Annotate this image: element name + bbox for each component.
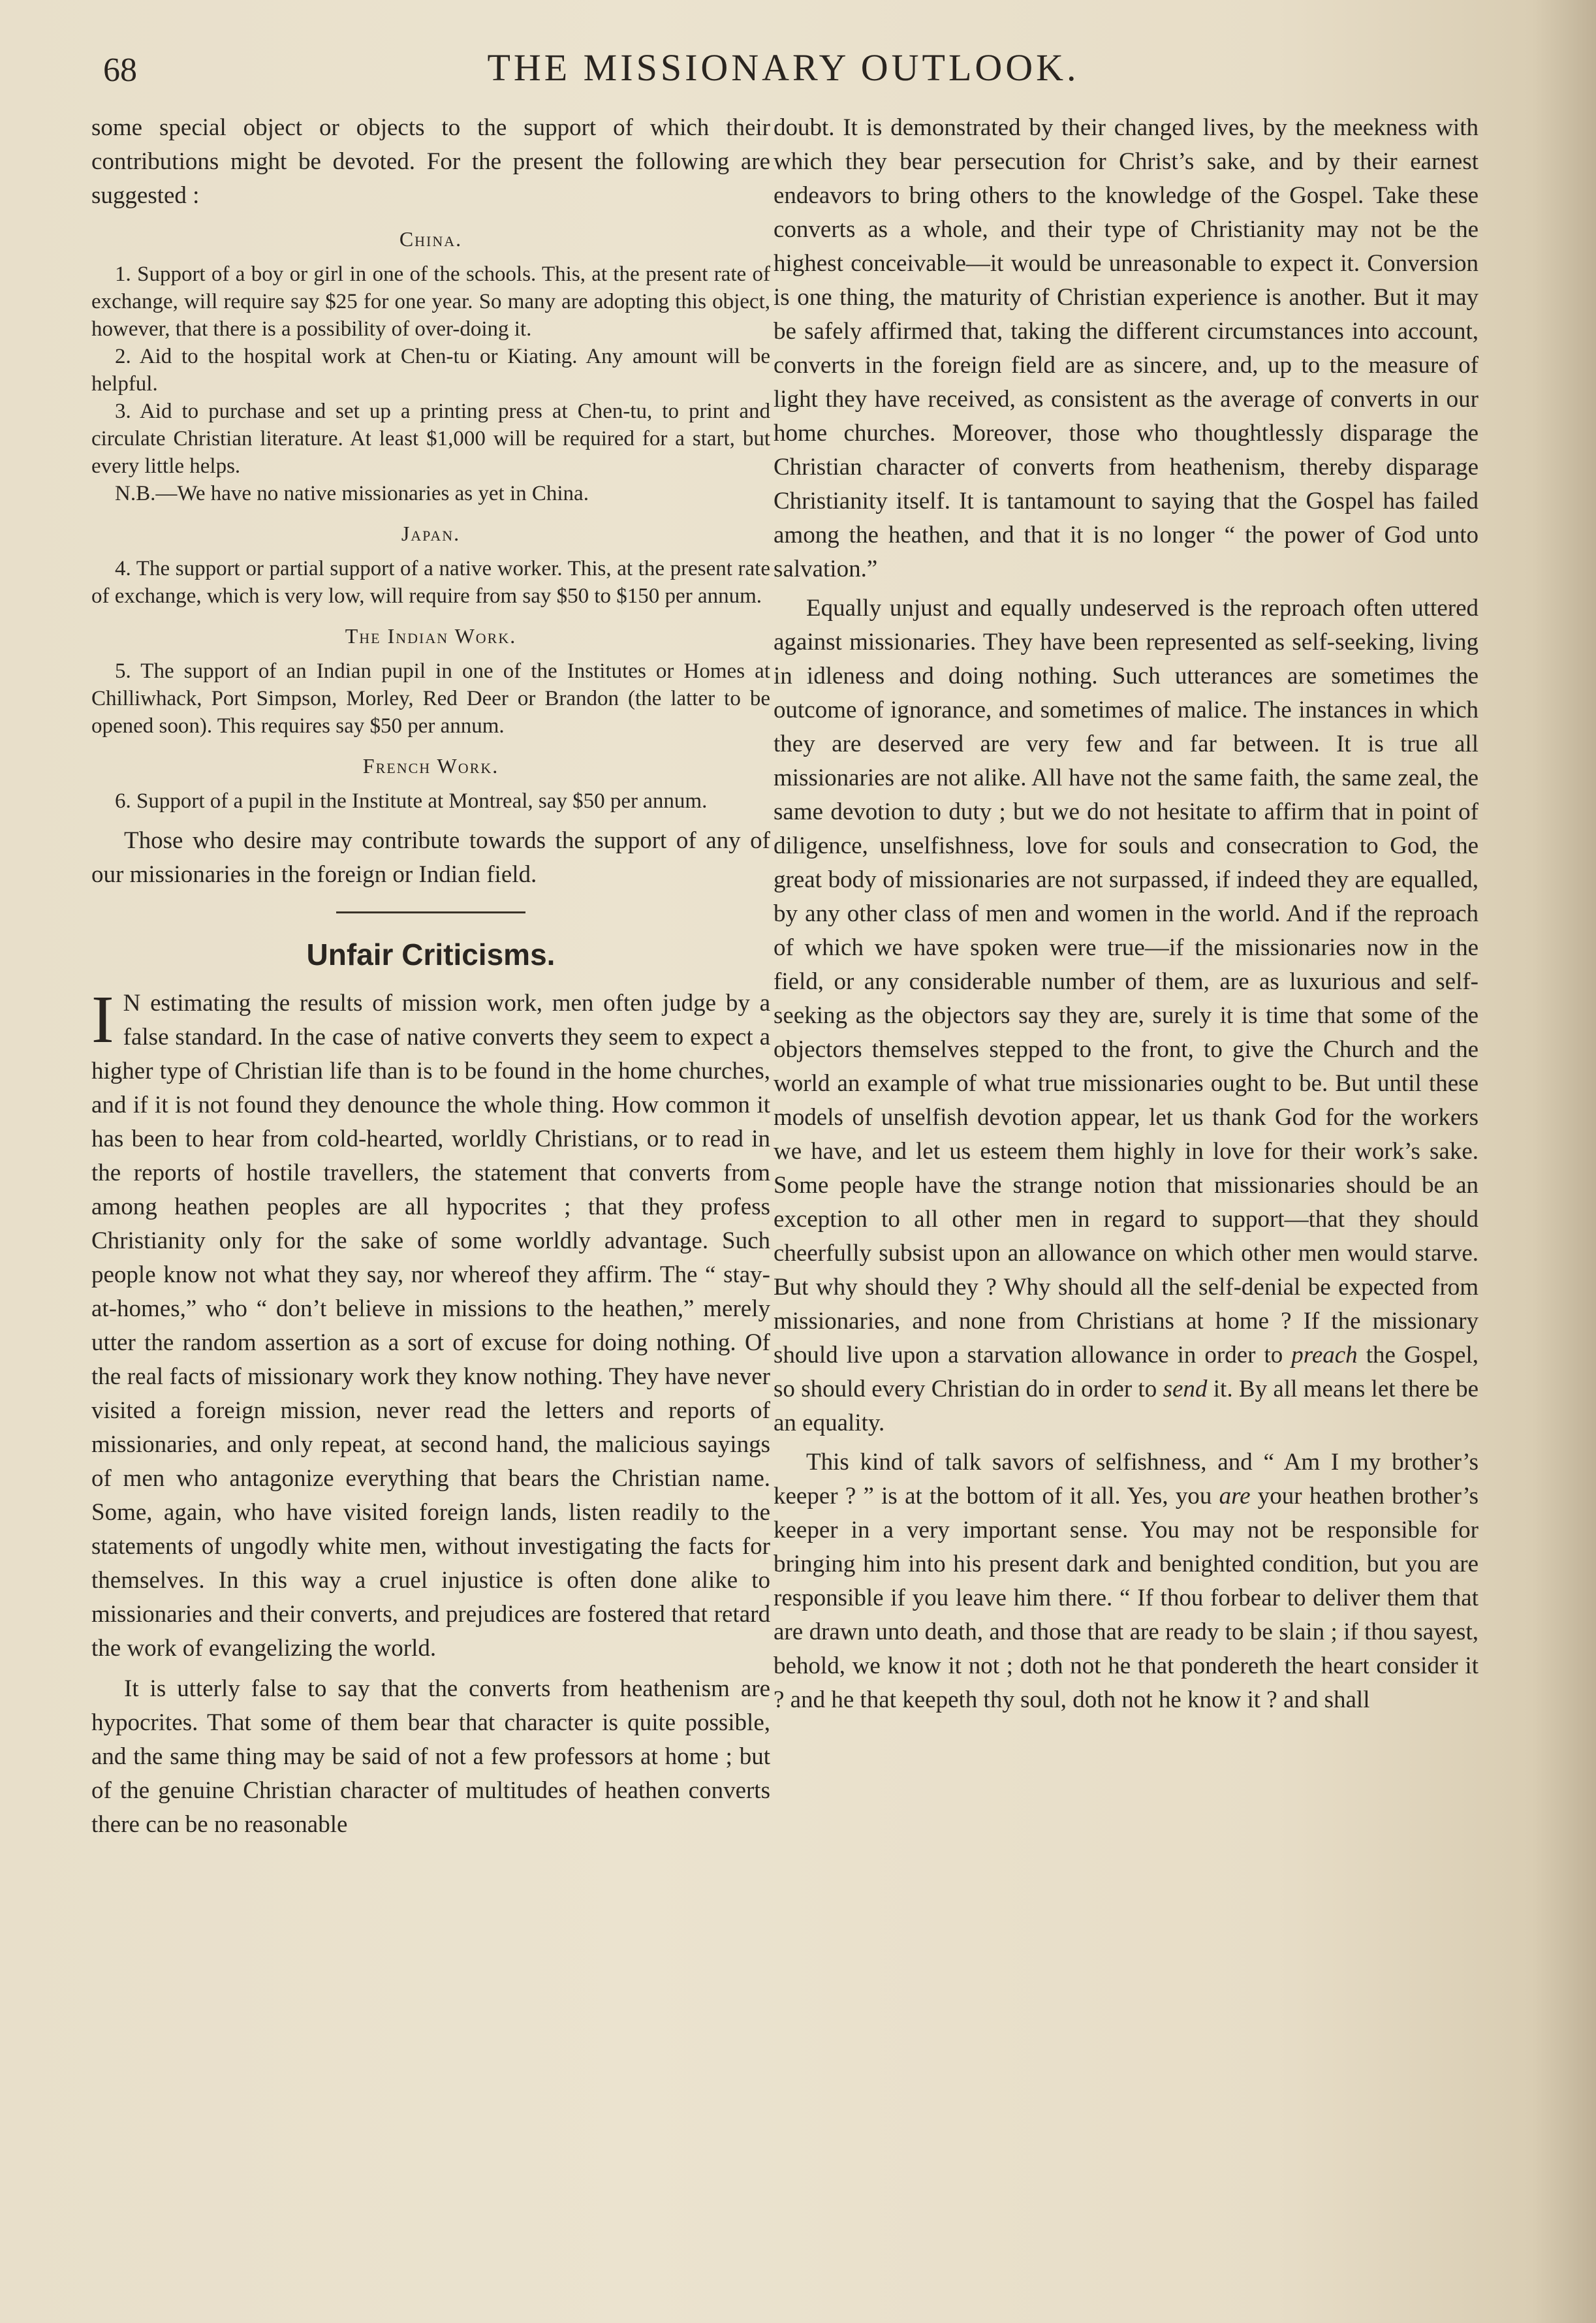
drop-cap: I [91,982,114,1057]
article-title: Unfair Criticisms. [306,938,555,972]
page-number: 68 [103,52,137,89]
article-paragraph-text: N estimating the results of mission work, men often judge by a false standard. In the case of native converts they seem to expect a higher type of Christian life than is to be found in the home churches, and if it is not found they denounce the whole thing. How common it has been to hear from cold-hearted, worldly Christians, or to read in the reports of hostile travellers, the statement that converts from among heathen peoples are all hypocrites ; that they profess Christianity only for the sake of some worldly advantage. Such people know not what they say, nor whereof they affirm. The “ stay-at-homes,” who “ don’t believe in missions to the heathen,” merely utter the random assertion as a sort of excuse for doing nothing. Of the real facts of missionary work they know nothing. They have never visited a foreign mission, never read the letters and reports of missionaries, and only repeat, at second hand, the malicious sayings of men who antagonize everything that bears the Christian name. Some, again, who have visited foreign lands, listen readily to the statements of ungodly white men, without investigating the facts for themselves. In this way a cruel injustice is often done alike to missionaries and their converts, and prejudices are fostered that retard the work of evangelizing the world. [91,990,770,1662]
section-heading-china: China. [399,227,463,251]
left-column [91,111,770,1842]
article-paragraph [774,1446,1479,1717]
section-heading-japan: Japan. [401,522,461,545]
article-paragraph [774,592,1479,1440]
suggestion-item: 3. Aid to purchase and set up a printing press at Chen-tu, to print and circulate Christian literature. At least $1,000 will be required for a start, but every little helps. [91,400,770,478]
italic-word: preach [1291,1342,1358,1368]
section-heading-indian-work: The Indian Work. [345,624,517,648]
article-paragraph-text: the Gospel, so should every Christian do in order to [774,1342,1479,1402]
right-column [774,111,1479,1717]
closing-paragraph: Those who desire may contribute towards the support of any of our missionaries in the foreign or Indian field. [91,827,770,888]
suggestion-item: 4. The support or partial support of a native worker. This, at the present rate of exchange, which is very low, will require from say $50 to $150 per annum. [91,557,770,608]
section-heading-french-work: French Work. [362,754,499,778]
italic-word: are [1219,1483,1251,1509]
intro-paragraph: some special object or objects to the support of which their contributions might be devoted. For the present the following are suggested : [91,114,770,209]
note-item: N.B.—We have no native missionaries as yet in China. [115,482,589,505]
italic-word: send [1163,1376,1208,1402]
article-paragraph-text: your heathen brother’s keeper in a very important sense. You may not be responsible for bringing him into his present dark and benighted condition, but you are responsible if you leave him there. “ If thou forbear to deliver them that are drawn unto death, and those that are ready to be slain ; if thou sayest, behold, we know it not ; doth not he that pondereth the heart consider it ? and he that keepeth thy soul, doth not he know it ? and shall [774,1483,1479,1713]
article-paragraph [91,982,770,1666]
article-paragraph-text: This kind of talk savors of selfishness, and “ Am I my brother’s keeper ? ” is at the bottom of it all. Yes, you [774,1449,1479,1509]
suggestion-item: 6. Support of a pupil in the Institute at Montreal, say $50 per annum. [115,789,708,813]
article-paragraph: doubt. It is demonstrated by their changed lives, by the meekness with which they bear persecution for Christ’s sake, and by their earnest endeavors to bring others to the knowledge of the Gospel. Take these converts as a whole, and their type of Christianity may not be the highest conceivable—it would be unreasonable to expect it. Conversion is one thing, the maturity of Christian experience is another. But it may be safely affirmed that, taking the different circumstances into account, converts in the foreign field are as sincere, and, up to the measure of light they have received, as consistent as the average of converts in our home churches. Moreover, those who thoughtlessly disparage the Christian character of converts from heathenism, thereby disparage Christianity itself. It is tantamount to saying that the Gospel has failed among the heathen, and that it is no longer “ the power of God unto salvation.” [774,114,1479,582]
running-head [91,39,1475,91]
suggestion-item: 2. Aid to the hospital work at Chen-tu or Kiating. Any amount will be helpful. [91,345,770,396]
suggestion-item: 5. The support of an Indian pupil in one of the Institutes or Homes at Chilliwhack, Port Simpson, Morley, Red Deer or Brandon (the latter to be opened soon). This requires say $50 per annum. [91,659,770,738]
article-paragraph-text: Equally unjust and equally undeserved is the reproach often uttered against missionaries. They have been represented as self-seeking, living in idleness and doing nothing. Such utterances are sometimes the outcome of ignorance, and sometimes of malice. The instances in which they are deserved are very few and far between. It is true all missionaries are not alike. All have not the same faith, the same zeal, the same devotion to duty ; but we do not hesitate to affirm that in point of diligence, unselfishness, love for souls and consecration to God, the great body of missionaries are not surpassed, if indeed they are equalled, by any other class of men and women in the world. And if the reproach of which we have spoken were true—if the missionaries now in the field, or any considerable number of them, are as luxurious and self-seeking as the objectors say they are, surely it is time that some of the objectors themselves stepped to the front, to give the Church and the world an example of what true missionaries ought to be. But until these models of unselfish devotion appear, let us thank God for the workers we have, and let us esteem them highly in love for their work’s sake. Some people have the strange notion that missionaries should be an exception to all other men in regard to support—that they should cheerfully subsist upon an allowance on which other men would starve. But why should they ? Why should all the self-denial be expected from missionaries, and none from Christians at home ? If the missionary should live upon a starvation allowance in order to [774,595,1479,1368]
suggestion-item: 1. Support of a boy or girl in one of the schools. This, at the present rate of exchange, will require say $25 for one year. So many are adopting this object, however, that there is a possibility of over-doing it. [91,262,770,341]
article-paragraph-text: it. By all means let there be an equality. [774,1376,1479,1436]
journal-title: THE MISSIONARY OUTLOOK. [487,46,1080,89]
article-paragraph: It is utterly false to say that the converts from heathenism are hypocrites. That some of them bear that character is quite possible, and the same thing may be said of not a few professors at home ; but of the genuine Christian character of multitudes of heathen converts there can be no reasonable [91,1675,770,1838]
section-divider [336,911,525,913]
